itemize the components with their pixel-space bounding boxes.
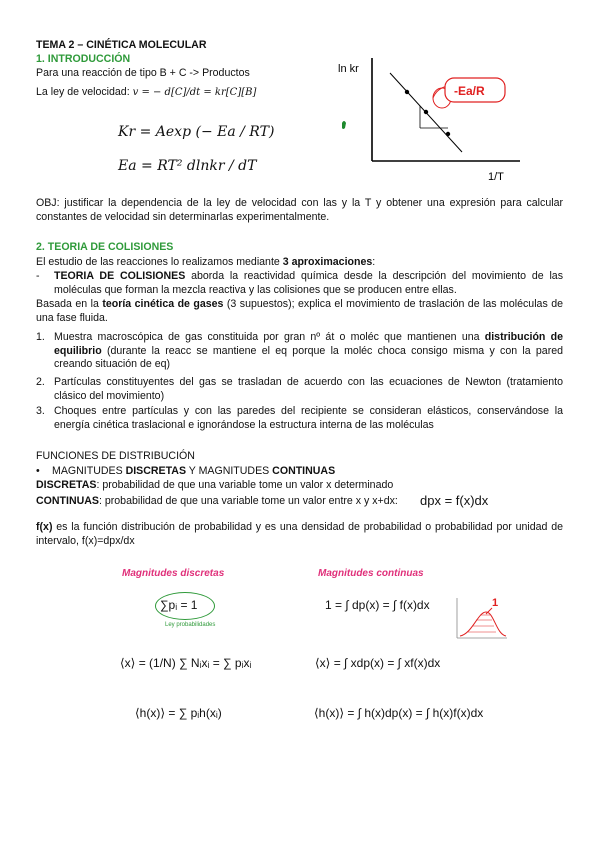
distribution-heading: FUNCIONES DE DISTRIBUCIÓN — [36, 450, 195, 462]
continuous-normalization: 1 = ∫ dp(x) = ∫ f(x)dx — [325, 598, 430, 612]
mag-bold: CONTINUAS — [272, 465, 336, 477]
list-item-2: Partículas constituyentes del gas se trasladan de acuerdo con las ecuaciones de Newton (tratamiento clásico del movimiento) — [54, 376, 563, 402]
bullet-dash: - — [36, 270, 40, 282]
discrete-expectation: ⟨h(x)⟩ = ∑ pᵢh(xᵢ) — [135, 706, 222, 720]
discrete-text: : probabilidad de que una variable tome un valor x determinado — [96, 479, 394, 491]
rate-law-equation: v = − d[C]/dt = kr[C][B] — [132, 87, 257, 98]
continuous-definition — [36, 495, 398, 509]
intro-colon: : — [372, 256, 376, 268]
density-mini-plot — [452, 590, 512, 645]
collision-theory-bullet — [54, 270, 563, 297]
arrhenius-plot — [330, 48, 530, 188]
bullet-bold: TEORIA DE COLISIONES — [54, 270, 186, 282]
page-title: TEMA 2 – CINÉTICA MOLECULAR — [36, 39, 207, 51]
list-item-3: Choques entre partículas y con las paredes del recipiente se consideran elásticos, conservándose la energía cinética traslacional e ignorándose la estructura interna de las moléculas — [54, 405, 563, 431]
section-heading-intro: 1. INTRODUCCIÓN — [36, 53, 131, 65]
continuous-figure-title: Magnitudes continuas — [318, 568, 424, 579]
slope-label: -Ea/R — [454, 84, 485, 98]
section-heading-collisions: 2. TEORIA DE COLISIONES — [36, 241, 174, 253]
mag-text: Y MAGNITUDES — [186, 465, 273, 477]
item-text: (durante la reacc se mantiene el eq porque la moléc choca consigo misma y con la pared creando situación de eq) — [54, 344, 563, 370]
intro-bold: 3 aproximaciones — [282, 256, 373, 268]
fx-text: es la función distribución de probabilidad y es una densidad de probabilidad o probabilidad por unidad de intervalo, f(x)=dpx/dx — [36, 521, 563, 547]
discrete-figure-title: Magnitudes discretas — [122, 568, 225, 579]
discrete-definition — [36, 479, 393, 493]
mini-plot-label: 1 — [492, 597, 499, 609]
x-axis-label: 1/T — [488, 171, 504, 183]
rate-law-prefix: La ley de velocidad: — [36, 86, 130, 98]
discrete-label: DISCRETAS — [36, 479, 97, 491]
intro-text: El estudio de las reacciones lo realizamos mediante — [36, 256, 283, 268]
discrete-mean: ⟨x⟩ = (1/N) ∑ Nᵢxᵢ = ∑ pᵢxᵢ — [120, 656, 252, 670]
objective-paragraph: OBJ: justificar la dependencia de la ley de velocidad con las y la T y obtener una expresión para calcular constantes de velocidad sin determinarlas experimentalmente. — [36, 197, 563, 223]
based-text-a: Basada en la — [36, 298, 103, 310]
continuous-mean: ⟨x⟩ = ∫ xdp(x) = ∫ xf(x)dx — [315, 656, 441, 670]
continuous-text: : probabilidad de que una variable tome un valor entre x y x+dx: — [98, 495, 398, 507]
rate-law-line — [36, 86, 256, 100]
continuous-label: CONTINUAS — [36, 495, 99, 507]
arrhenius-equation: Kr = Aexp (− Ea / RT) — [118, 124, 275, 140]
fx-paragraph — [36, 521, 563, 548]
list-num-2: 2. — [36, 376, 45, 388]
mag-bold: DISCRETAS — [125, 465, 187, 477]
bullet-text: aborda la reactividad química desde la descripción del movimiento de las moléculas que forman la mezcla reactiva y las colisiones que se producen entre ellas. — [54, 270, 563, 296]
data-point — [446, 132, 450, 136]
item-bold: distribución de equilibrio — [54, 331, 564, 357]
approximations-intro — [36, 256, 563, 270]
based-text-c: (3 supuestos); explica el movimiento de traslación de las moléculas de una fase fluida. — [36, 298, 563, 324]
continuous-formula: dpx = f(x)dx — [420, 493, 489, 508]
mag-text: MAGNITUDES — [52, 465, 126, 477]
y-axis-label: ln kr — [338, 63, 359, 75]
fx-label: f(x) — [36, 521, 53, 533]
list-item-1 — [54, 331, 563, 372]
probability-note: Ley probabilidades — [165, 622, 216, 628]
intro-line: Para una reacción de tipo B + C -> Productos — [36, 67, 250, 79]
list-num-1: 1. — [36, 331, 45, 343]
item-text: Muestra macroscópica de gas constituida por gran nº át o moléc que mantienen una — [54, 331, 485, 343]
activation-energy-equation: Ea = RT² dlnkr / dT — [118, 158, 257, 174]
based-bold: teoría cinética de gases — [102, 298, 224, 310]
data-point — [405, 90, 409, 94]
continuous-expectation: ⟨h(x)⟩ = ∫ h(x)dp(x) = ∫ h(x)f(x)dx — [314, 706, 484, 720]
kinetic-theory-paragraph — [36, 298, 563, 325]
discrete-normalization: ∑pᵢ = 1 — [160, 598, 198, 612]
list-num-3: 3. — [36, 405, 45, 417]
data-point — [424, 110, 428, 114]
magnitudes-bullet: • MAGNITUDES DISCRETAS Y MAGNITUDES CONTINUAS — [36, 465, 336, 477]
